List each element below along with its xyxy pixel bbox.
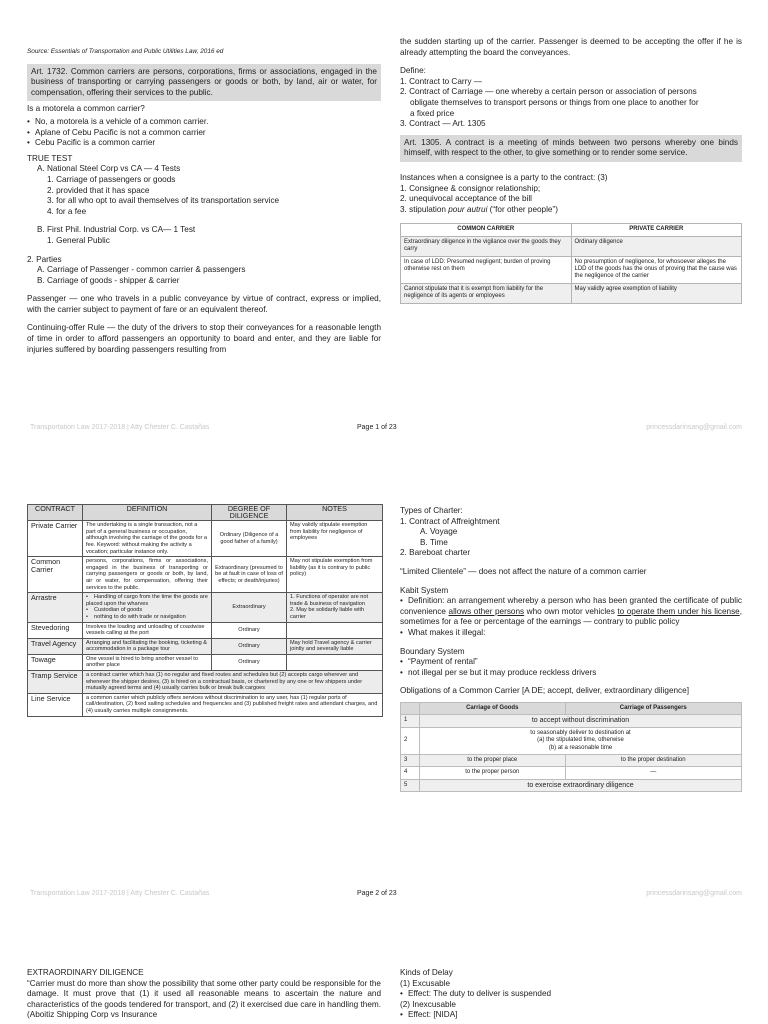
table-cell: Towage	[28, 654, 83, 670]
passenger-definition: Passenger — one who travels in a public conveyance by virtue of contract, express or implied, with the carrier subject to payment of fare or an equivalent thereof.	[27, 294, 381, 314]
list-item: 3. for all who opt to avail themselves of its transportation service	[47, 196, 280, 206]
table-row	[401, 727, 742, 754]
list-item: 3. Contract — Art. 1305	[400, 119, 486, 129]
list-item: 1. General Public	[47, 235, 110, 245]
list-item: 2. unequivocal acceptance of the bill	[400, 194, 532, 204]
page-2-footer	[0, 890, 768, 902]
table-cell: Extraordinary diligence in the vigilance over the goods they carry	[401, 236, 572, 256]
page-gap	[0, 448, 768, 496]
table-header	[401, 702, 420, 714]
table-cell: Line Service	[28, 693, 83, 716]
table-cell	[287, 622, 383, 638]
page-2-right-column	[400, 506, 742, 792]
table-cell: In case of LDD: Presumed negligent; burden of proving otherwise rest on them	[401, 256, 572, 283]
table-header-row	[28, 505, 383, 521]
pour-autrui: pour autrui	[448, 204, 488, 214]
table-cell: May hold Travel agency & carrier jointly and severally liable	[287, 638, 383, 654]
page-2	[0, 496, 768, 922]
motorela-question: Is a motorela a common carrier?	[27, 104, 145, 114]
table-row	[28, 557, 383, 593]
table-cell: persons, corporations, firms or associations, engaged in the business of transporting or carrying passengers or goods or both, by land, air or water, for compensation, offering their services to the public.	[83, 557, 212, 593]
table-cell	[287, 593, 383, 622]
table-header: CONTRACT	[28, 505, 83, 521]
page-1	[0, 0, 768, 448]
table-cell: to seasonably deliver to destination at (a) the stipulated time, otherwise (b) at a reasonable time	[420, 727, 742, 754]
continuing-offer-continued: the sudden starting up of the carrier. Passenger is deemed to be accepting the offer if he is already attempting the board the conveyances.	[400, 37, 742, 57]
page-number: Page 1 of 23	[357, 424, 397, 431]
list-item: (1) Excusable	[400, 978, 451, 988]
footer-email: princessdarinsang@gmail.com	[646, 424, 742, 431]
table-cell: One vessel is hired to bring another vessel to another place	[83, 654, 212, 670]
list-item: • Effect: The duty to deliver is suspended	[400, 989, 742, 1000]
table-cell: Involves the loading and unloading of coastwise vessels calling at the port	[83, 622, 212, 638]
list-item: B. Carriage of goods - shipper & carrier	[37, 275, 180, 285]
list-item: 1. Contract of Affreightment	[400, 516, 500, 526]
table-cell: Ordinary (Diligence of a good father of a family)	[212, 521, 287, 557]
page-2-left-column	[27, 504, 383, 717]
table-header: DEFINITION	[83, 505, 212, 521]
table-header: Carriage of Passengers	[565, 702, 741, 714]
list-item: 1. Carriage of passengers or goods	[47, 174, 176, 184]
list-item: A. Carriage of Passenger - common carrier & passengers	[37, 265, 246, 275]
page-3	[0, 964, 768, 1024]
row-number: 2	[401, 727, 420, 754]
table-cell: a common carrier which publicly offers services without discrimination to any user, has (1) regular ports of call/destination, (2) fixed sailing schedules and frequencies and (3) published freight rates and attendant charges, and (4) usually carries multiple consignments.	[83, 693, 383, 716]
table-cell: Ordinary	[212, 654, 287, 670]
list-item: • Aplane of Cebu Pacific is not a common carrier	[27, 128, 381, 139]
table-row	[401, 754, 742, 766]
list-item: • “Payment of rental”	[400, 657, 742, 668]
table-cell: May validly agree exemption of liability	[571, 283, 742, 303]
list-item: 2. Bareboat charter	[400, 548, 471, 558]
parties-heading: 2. Parties	[27, 254, 62, 264]
instances-heading: Instances when a consignee is a party to the contract: (3)	[400, 172, 608, 182]
table-row	[28, 521, 383, 557]
list-item: • Handling of cargo from the time the goods are placed upon the wharves	[86, 594, 208, 607]
table-cell: May validly stipulate exemption from liability for negligence of employees	[287, 521, 383, 557]
obligations-table	[400, 702, 742, 792]
limited-clientele: “Limited Clientele” — does not affect the nature of a common carrier	[400, 566, 647, 576]
table-cell: No presumption of negligence, for whosoever alleges the LDD of the goods has the onus of proving that the cause was the negligence of the carrier	[571, 256, 742, 283]
table-header: PRIVATE CARRIER	[571, 224, 742, 236]
table-header: Carriage of Goods	[420, 702, 566, 714]
list-item: (2) Inexcusable	[400, 999, 456, 1009]
table-row	[28, 654, 383, 670]
table-row	[28, 622, 383, 638]
page-3-left-column	[27, 968, 381, 1021]
table-cell: Common Carrier	[28, 557, 83, 593]
carrier-comparison-table	[400, 223, 742, 303]
table-cell: Travel Agency	[28, 638, 83, 654]
obligations-heading: Obligations of a Common Carrier [A DE; accept, deliver, extraordinary diligence]	[400, 686, 689, 696]
list-item: • Custodian of goods	[86, 607, 208, 614]
boundary-heading: Boundary System	[400, 646, 465, 656]
test-b: B. First Phil. Industrial Corp. vs CA— 1 Test	[37, 225, 196, 235]
table-cell: to the proper destination	[565, 754, 741, 766]
table-cell: a contract carrier which has (1) no regular and fixed routes and schedules but (2) accepts cargo wherever and whenever the shipper desires, (3) is hired on a contractual basis, or chartered by any one or few shippers under mutually agreed terms and (4) usually carries bulk or break bulk cargoes	[83, 671, 383, 694]
delay-heading: Kinds of Delay	[400, 968, 453, 977]
table-cell: to accept without discrimination	[420, 715, 742, 727]
list-item: 2. provided that it has space	[47, 185, 150, 195]
table-cell: Extraordinary (presumed to be at fault in case of loss of effects; or death/injuries)	[212, 557, 287, 593]
page-3-right-column	[400, 968, 742, 1021]
table-cell: Arranging and facilitating the booking, ticketing & accommodation in a package tour	[83, 638, 212, 654]
contract-types-table	[27, 504, 383, 717]
list-item: 1. Consignee & consignor relationship;	[400, 183, 541, 193]
table-row	[401, 715, 742, 727]
table-row	[28, 593, 383, 622]
table-row	[28, 638, 383, 654]
table-row	[401, 236, 742, 256]
table-cell: May not stipulate exemption from liability (as it is contrary to public policy)	[287, 557, 383, 593]
table-row	[401, 779, 742, 791]
list-item: • Cebu Pacific is a common carrier	[27, 138, 381, 149]
row-number: 1	[401, 715, 420, 727]
charter-heading: Types of Charter:	[400, 506, 463, 515]
table-row	[401, 256, 742, 283]
footer-email: princessdarinsang@gmail.com	[646, 890, 742, 897]
table-row	[28, 693, 383, 716]
table-cell: Stevedoring	[28, 622, 83, 638]
list-item: a fixed price	[410, 108, 455, 118]
table-cell: Ordinary	[212, 622, 287, 638]
page-1-left-column	[27, 0, 381, 355]
row-number: 3	[401, 754, 420, 766]
true-test-heading: TRUE TEST	[27, 153, 73, 163]
list-item: 1. Contract to Carry —	[400, 76, 482, 86]
table-cell: —	[565, 767, 741, 779]
extraordinary-diligence-heading: EXTRAORDINARY DILIGENCE	[27, 968, 144, 977]
row-number: 4	[401, 767, 420, 779]
footer-course: Transportation Law 2017-2018 | Atty Chester C. Castañas	[30, 424, 210, 431]
table-cell: to the proper person	[420, 767, 566, 779]
table-header: NOTES	[287, 505, 383, 521]
source-citation: Source: Essentials of Transportation and Public Utilities Law, 2016 ed	[27, 48, 224, 55]
list-item: 3. stipulation pour autrui (“for other people”)	[400, 204, 558, 214]
list-item: • not illegal per se but it may produce reckless drivers	[400, 668, 742, 679]
list-item: A. Voyage	[420, 527, 458, 537]
table-header-row	[401, 224, 742, 236]
table-cell: to the proper place	[420, 754, 566, 766]
boundary-bullets	[400, 657, 742, 678]
list-item: • Definition: an arrangement whereby a person who has been granted the certificate of public convenience allows other persons who own motor vehicles to operate them under his license, sometimes for a fee or percentage of the earnings — contrary to public policy	[400, 596, 742, 628]
table-cell	[287, 654, 383, 670]
list-item: obligate themselves to transport persons or things from one place to another for	[410, 97, 699, 107]
table-cell: Ordinary diligence	[571, 236, 742, 256]
table-row	[401, 767, 742, 779]
page-gap	[0, 922, 768, 964]
table-cell: Private Carrier	[28, 521, 83, 557]
motorela-bullets	[27, 117, 381, 149]
list-item: B. Time	[420, 537, 448, 547]
list-item: • Effect: [NIDA]	[400, 1010, 742, 1021]
kabit-bullets	[400, 596, 742, 638]
table-row	[401, 283, 742, 303]
table-cell: Arrastre	[28, 593, 83, 622]
table-cell: Extraordinary	[212, 593, 287, 622]
art-1305-box: Art. 1305. A contract is a meeting of minds between two persons whereby one binds himself, with respect to the other, to give something or to render some service.	[400, 135, 742, 162]
define-heading: Define:	[400, 66, 426, 76]
table-cell: Ordinary	[212, 638, 287, 654]
page-1-right-column	[400, 37, 742, 304]
table-header: COMMON CARRIER	[401, 224, 572, 236]
footer-course: Transportation Law 2017-2018 | Atty Chester C. Castañas	[30, 890, 210, 897]
list-item: 2. May be solidarily liable with carrier	[290, 607, 364, 620]
table-cell: The undertaking is a single transaction, not a part of a general business or occupation, although involving the carriage of the goods for a fee. Keyword: without making the activity a vocation; particular instance only.	[83, 521, 212, 557]
list-item: • No, a motorela is a vehicle of a common carrier.	[27, 117, 381, 128]
list-item: 4. for a fee	[47, 206, 87, 216]
list-item: • nothing to do with trade or navigation	[86, 614, 208, 621]
table-cell: Cannot stipulate that it is exempt from liability for the negligence of its agents or employees	[401, 283, 572, 303]
table-cell: to exercise extraordinary diligence	[420, 779, 742, 791]
table-header-row	[401, 702, 742, 714]
table-header: DEGREE OF DILIGENCE	[212, 505, 287, 521]
table-cell	[83, 593, 212, 622]
table-row	[28, 671, 383, 694]
test-a: A. National Steel Corp vs CA — 4 Tests	[37, 164, 181, 174]
row-number: 5	[401, 779, 420, 791]
page-number: Page 2 of 23	[357, 890, 397, 897]
page-1-footer	[0, 424, 768, 436]
continuing-offer-rule: Continuing-offer Rule — the duty of the drivers to stop their conveyances for a reasonable length of time in order to afford passengers an opportunity to board and enter, and they are liable for injuries suffered by boarding passengers resulting from	[27, 323, 381, 354]
table-cell: Tramp Service	[28, 671, 83, 694]
list-item: • What makes it illegal:	[400, 628, 742, 639]
art-1732-box: Art. 1732. Common carriers are persons, corporations, firms or associations, engaged in the business of transporting or carrying passengers or goods or both, by land, air or water, for compensation, offering their services to the public.	[27, 64, 381, 102]
list-item: 1. Functions of operator are not trade & business of navigation	[290, 594, 369, 607]
kabit-heading: Kabit System	[400, 585, 449, 595]
list-item: 2. Contract of Carriage — one whereby a certain person or association of persons	[400, 87, 697, 97]
extraordinary-diligence-text: “Carrier must do more than show the possibility that some other party could be responsible for the damage. It must prove that (1) it used all reasonable means to ascertain the nature and characteristics of the goods tendered for transport, and (2) it exercised due care in handling them. (Aboitiz Shipping Corp vs Insurance	[27, 978, 381, 1020]
